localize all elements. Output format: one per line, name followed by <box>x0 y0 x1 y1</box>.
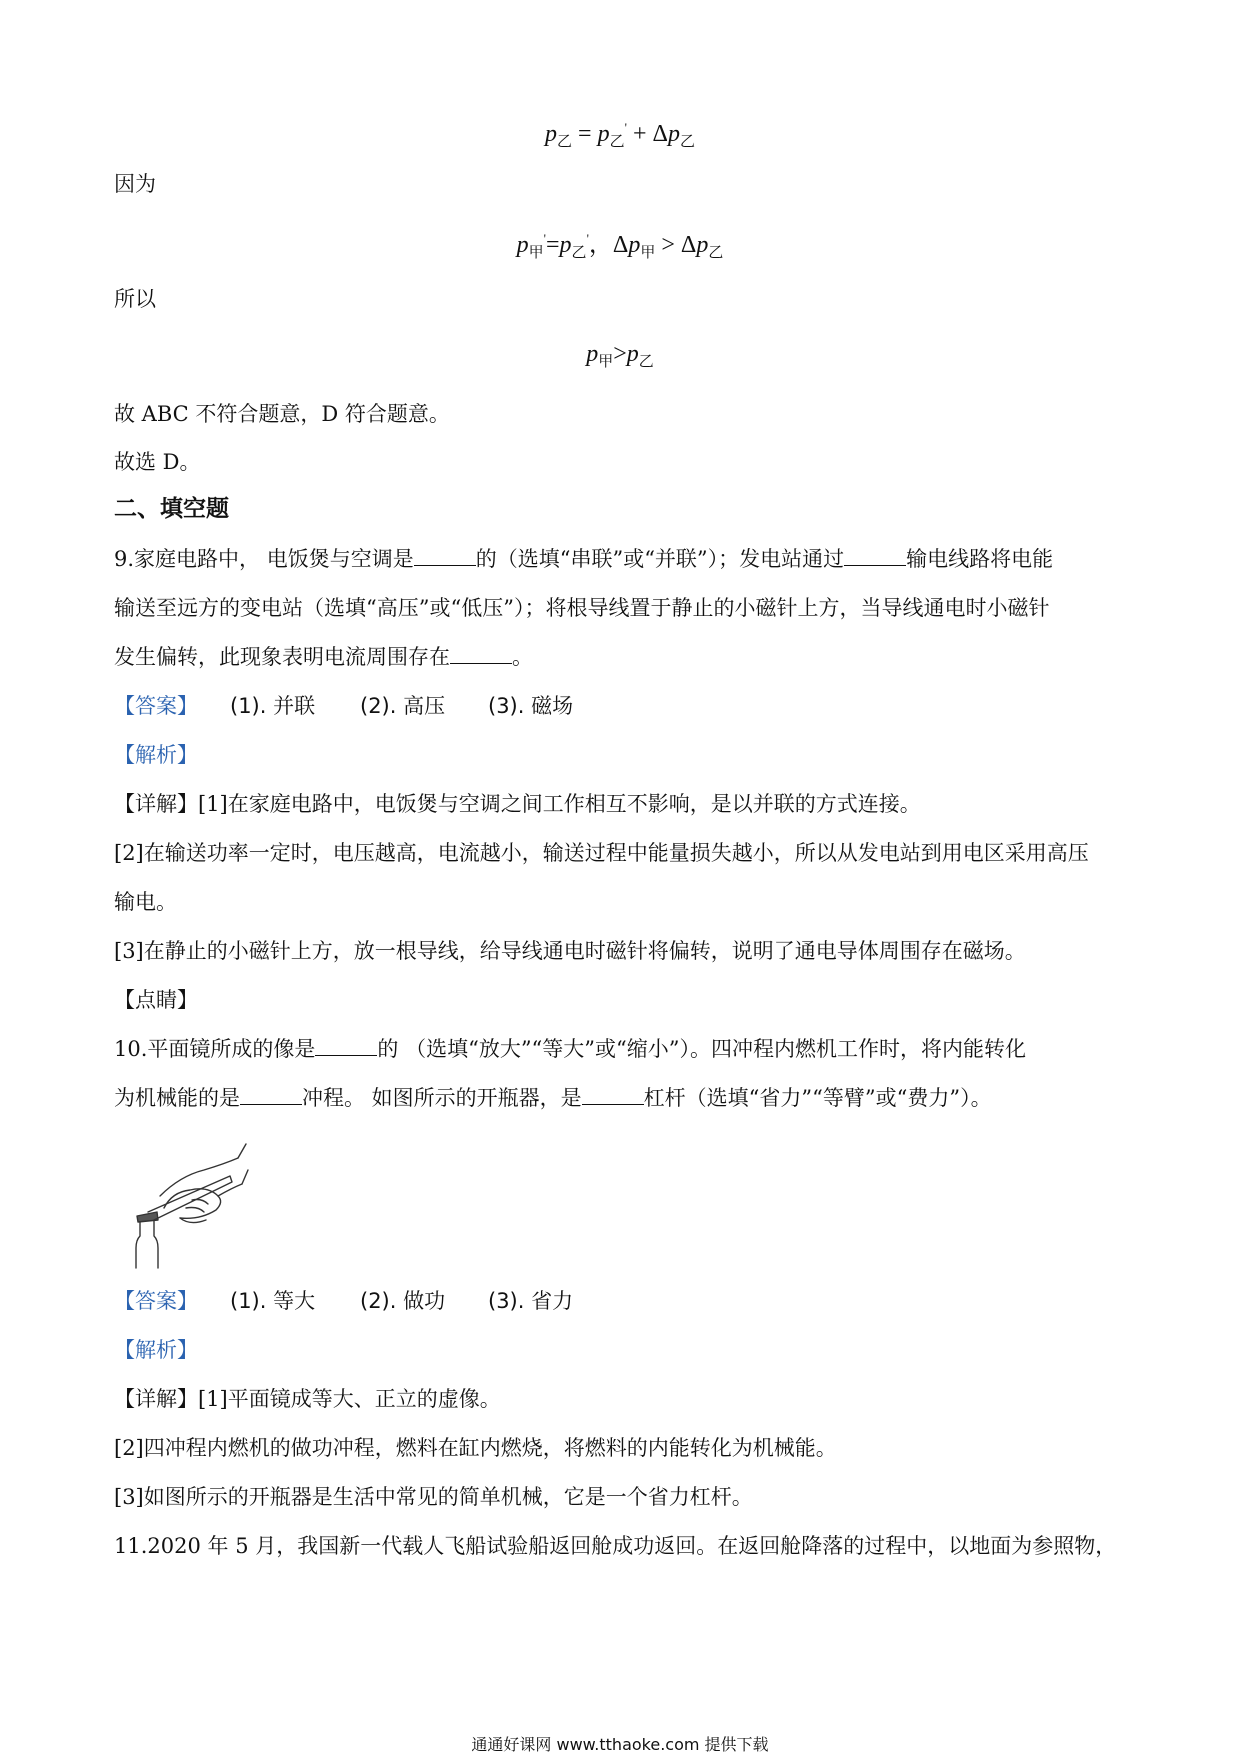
q10-detail-2: [2]四冲程内燃机的做功冲程，燃料在缸内燃烧，将燃料的内能转化为机械能。 <box>114 1436 837 1460</box>
eq-prime: ' <box>586 231 589 246</box>
answer-3: (3). 省力 <box>488 1289 574 1313</box>
page-footer: 通通好课网 www.tthaoke.com 提供下载 <box>471 1735 769 1754</box>
q9-detail-2-line-1: [2]在输送功率一定时，电压越高，电流越小，输送过程中能量损失越小，所以从发电站到用电区采用高压 <box>114 841 1089 865</box>
because-text: 因为 <box>114 172 156 196</box>
q10-answer <box>114 1289 1134 1313</box>
q10-analysis-tag: 【解析】 <box>114 1338 198 1362</box>
answer-blank <box>582 1086 644 1105</box>
answer-blank <box>315 1037 377 1056</box>
q9-text: 发生偏转，此现象表明电流周围存在 <box>114 645 450 669</box>
conclusion-line-2: 故选 D。 <box>114 450 201 474</box>
q10-line-1 <box>114 1037 1134 1061</box>
answer-1: (1). 等大 <box>230 1289 316 1313</box>
eq-symbol: p <box>626 341 639 367</box>
q10-text: 的 （选填“放大”“等大”或“缩小”）。四冲程内燃机工作时，将内能转化 <box>377 1037 1026 1061</box>
eq-symbol: p <box>586 341 599 367</box>
q9-answer <box>114 694 1134 718</box>
eq-operator: = <box>572 121 598 147</box>
q10-text: 冲程。 如图所示的开瓶器，是 <box>302 1086 582 1110</box>
eq-subscript: 乙 <box>679 134 695 150</box>
bottle-opener-figure <box>120 1140 250 1270</box>
equation-2 <box>0 225 1240 267</box>
q11-line-1: 11.2020 年 5 月，我国新一代载人飞船试验船返回舱成功返回。在返回舱降落的过程中，以地面为参照物， <box>114 1534 1117 1558</box>
equation-3 <box>0 340 1240 376</box>
eq-subscript: 甲 <box>640 245 656 261</box>
q9-analysis-tag: 【解析】 <box>114 743 198 767</box>
answer-2: (2). 做功 <box>360 1289 446 1313</box>
q9-line-1 <box>114 547 1134 571</box>
eq-separator: ， <box>588 232 613 258</box>
eq-delta: Δ <box>680 232 697 258</box>
equation-1 <box>0 114 1240 156</box>
answer-blank <box>414 547 476 566</box>
eq-symbol: p <box>696 232 709 258</box>
eq-prime: ' <box>543 231 546 246</box>
q9-detail-1: 【详解】[1]在家庭电路中，电饭煲与空调之间工作相互不影响，是以并联的方式连接。 <box>114 792 921 816</box>
answer-blank <box>844 547 906 566</box>
eq-symbol: p <box>559 232 572 258</box>
eq-symbol: p <box>516 232 529 258</box>
conclusion-line-1: 故 ABC 不符合题意，D 符合题意。 <box>114 402 450 426</box>
answer-blank <box>240 1086 302 1105</box>
q10-detail-1: 【详解】[1]平面镜成等大、正立的虚像。 <box>114 1387 501 1411</box>
eq-subscript: 甲 <box>528 245 544 261</box>
q10-line-2 <box>114 1086 1134 1110</box>
eq-prime: ' <box>624 120 627 135</box>
eq-delta: Δ <box>612 232 629 258</box>
answer-2: (2). 高压 <box>360 694 446 718</box>
q9-line-2: 输送至远方的变电站（选填“高压”或“低压”）；将根导线置于静止的小磁针上方，当导线通电时小磁针 <box>114 596 1050 620</box>
eq-subscript: 乙 <box>708 245 724 261</box>
q9-text: 9.家庭电路中， 电饭煲与空调是 <box>114 547 414 571</box>
q10-detail-3: [3]如图所示的开瓶器是生活中常见的简单机械，它是一个省力杠杆。 <box>114 1485 753 1509</box>
eq-operator: + <box>626 121 653 147</box>
answer-3: (3). 磁场 <box>488 694 574 718</box>
answer-blank <box>450 645 512 664</box>
eq-symbol: p <box>667 121 680 147</box>
q10-text: 杠杆（选填“省力”“等臂”或“费力”）。 <box>643 1086 992 1110</box>
q9-detail-3: [3]在静止的小磁针上方，放一根导线，给导线通电时磁针将偏转，说明了通电导体周围存在磁场。 <box>114 939 1026 963</box>
q9-text: 的（选填“串联”或“并联”）；发电站通过 <box>475 547 845 571</box>
q10-text: 10.平面镜所成的像是 <box>114 1037 316 1061</box>
eq-operator: > <box>655 232 681 258</box>
eq-delta: Δ <box>652 121 668 147</box>
eq-symbol: p <box>597 121 610 147</box>
eq-operator: = <box>546 232 560 258</box>
eq-subscript: 乙 <box>638 354 654 370</box>
eq-subscript: 乙 <box>609 134 625 150</box>
q9-text: 。 <box>512 645 533 669</box>
eq-symbol: p <box>545 121 558 147</box>
q9-text: 输电线路将电能 <box>906 547 1054 571</box>
eq-operator: > <box>613 341 627 367</box>
eq-subscript: 甲 <box>598 354 614 370</box>
answer-tag: 【答案】 <box>114 694 198 718</box>
answer-1: (1). 并联 <box>230 694 316 718</box>
q10-text: 为机械能的是 <box>114 1086 240 1110</box>
section-title: 二、填空题 <box>114 495 229 522</box>
answer-tag: 【答案】 <box>114 1289 198 1313</box>
q9-detail-2-line-2: 输电。 <box>114 890 177 914</box>
eq-subscript: 乙 <box>557 134 573 150</box>
eq-symbol: p <box>628 232 641 258</box>
eq-subscript: 乙 <box>571 245 587 261</box>
q9-line-3 <box>114 645 1134 669</box>
therefore-text: 所以 <box>114 287 156 311</box>
q9-comment-tag: 【点睛】 <box>114 988 198 1012</box>
